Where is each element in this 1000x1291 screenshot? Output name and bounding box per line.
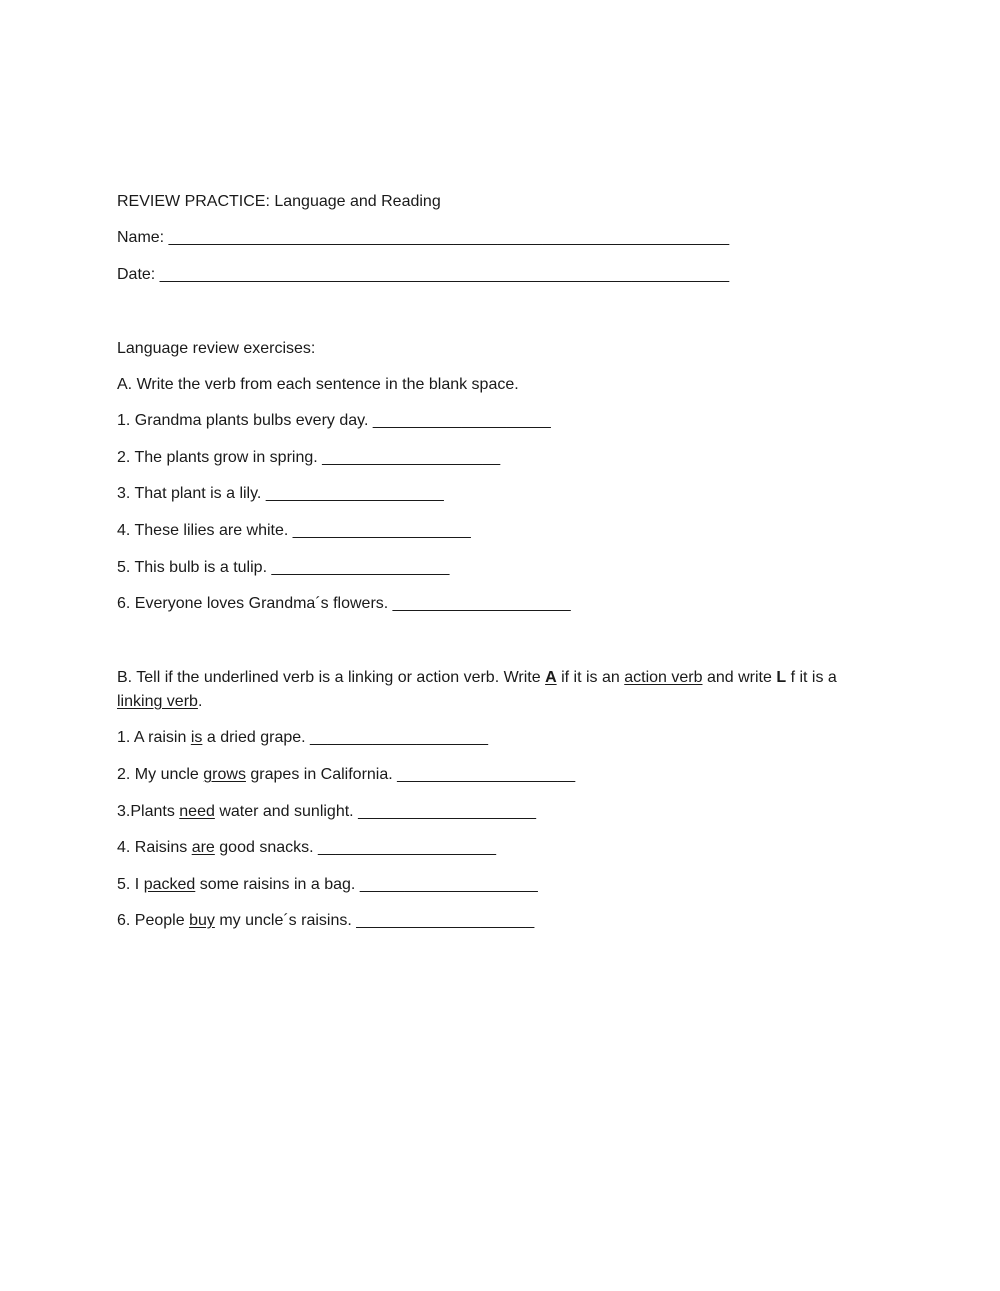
underlined-verb: need <box>179 803 215 820</box>
answer-blank: ____________________ <box>318 839 496 856</box>
section-a-item: 1. Grandma plants bulbs every day. ____________________ <box>117 412 551 429</box>
underlined-verb: packed <box>143 876 196 893</box>
date-label: Date: <box>117 266 156 283</box>
answer-blank: ____________________ <box>265 485 444 502</box>
section-a-item: 3. That plant is a lily. ____________________ <box>117 485 444 502</box>
section-b-item: 1. A raisin is a dried grape. ____________________ <box>117 729 488 746</box>
section-a-item: 4. These lilies are white. ____________________ <box>117 522 471 539</box>
underlined-verb: buy <box>189 912 215 929</box>
underlined-verb: are <box>191 839 215 856</box>
section-a-item: 2. The plants grow in spring. ____________________ <box>117 449 501 466</box>
section-a-instruction: A. Write the verb from each sentence in the blank space. <box>117 376 519 393</box>
section-a-heading: Language review exercises: <box>117 340 316 357</box>
answer-blank: ____________________ <box>271 559 450 576</box>
section-b-item: 5. I packed some raisins in a bag. ____________________ <box>117 876 538 893</box>
worksheet-title: REVIEW PRACTICE: Language and Reading <box>117 193 441 210</box>
answer-blank: ____________________ <box>356 912 535 929</box>
section-a-item: 5. This bulb is a tulip. ____________________ <box>117 559 450 576</box>
section-a-item: 6. Everyone loves Grandma´s flowers. ____________________ <box>117 595 571 612</box>
name-field <box>117 228 729 248</box>
linking-verb-term: linking verb <box>117 693 198 710</box>
answer-blank: ____________________ <box>322 449 501 466</box>
date-field <box>117 265 729 285</box>
answer-blank: ____________________ <box>397 766 576 783</box>
date-blank: ________________________________________________________________ <box>159 266 730 283</box>
answer-blank: ____________________ <box>392 595 571 612</box>
action-verb-term: action verb <box>624 669 703 686</box>
underlined-verb: is <box>190 729 203 746</box>
answer-blank: ____________________ <box>372 412 551 429</box>
section-b-item: 2. My uncle grows grapes in California. ____________________ <box>117 766 576 783</box>
section-b-item: 4. Raisins are good snacks. ____________________ <box>117 839 496 856</box>
underlined-verb: grows <box>203 766 246 783</box>
letter-l: L <box>776 669 787 686</box>
name-blank: _______________________________________________________________ <box>168 229 730 246</box>
name-label: Name: <box>117 229 165 246</box>
letter-a: A <box>545 669 557 686</box>
section-b-item: 3.Plants need water and sunlight. ____________________ <box>117 803 537 820</box>
answer-blank: ____________________ <box>359 876 538 893</box>
answer-blank: ____________________ <box>310 729 488 746</box>
section-b-instruction: B. Tell if the underlined verb is a linking or action verb. Write A if it is an action verb and write L f it is a linking verb. <box>117 669 837 710</box>
section-b-item: 6. People buy my uncle´s raisins. ____________________ <box>117 912 535 929</box>
answer-blank: ____________________ <box>358 803 537 820</box>
answer-blank: ____________________ <box>292 522 471 539</box>
